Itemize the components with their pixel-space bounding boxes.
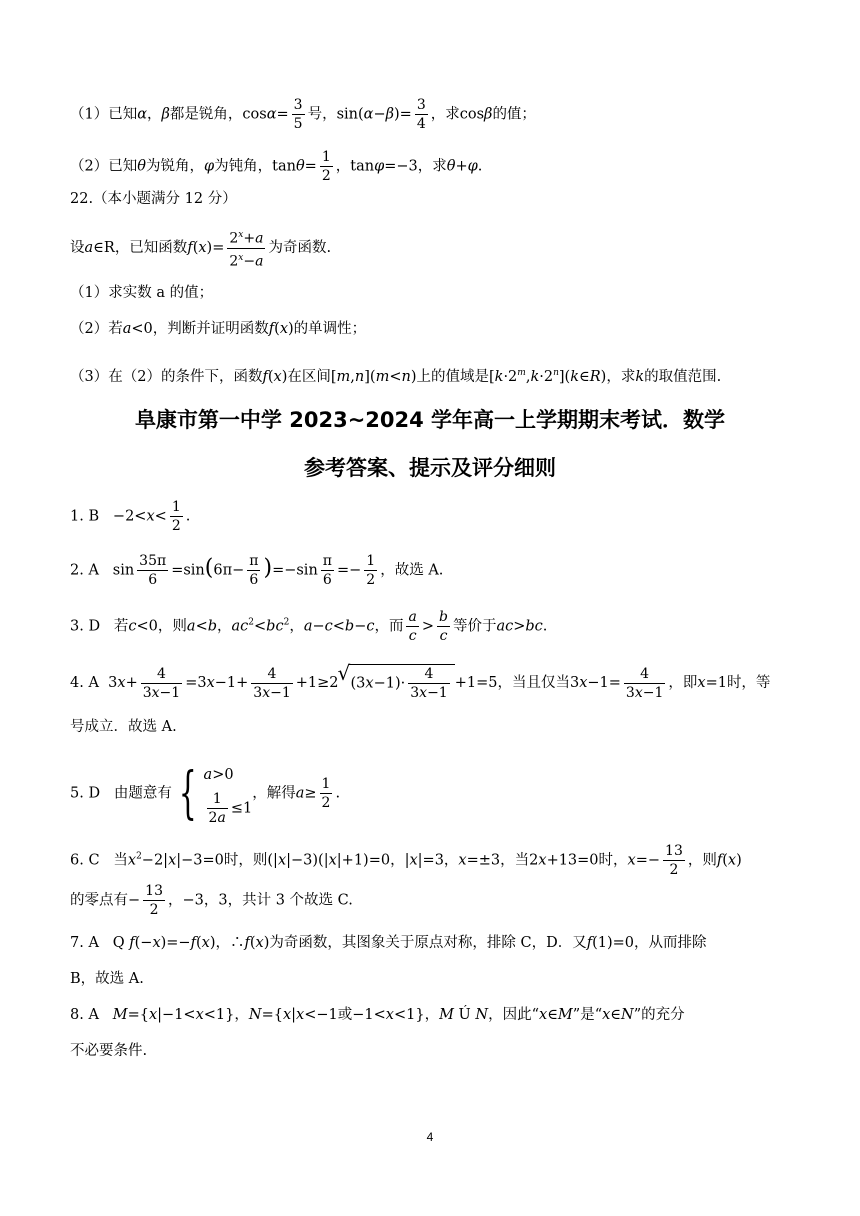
answer-7-cont: B，故选 A. [70, 971, 144, 987]
fraction: $\frac{b}{c}$ [439, 609, 448, 644]
q21-part1: （1）已知α，β都是锐角，cosα= $\frac{3}{5}$ 号，sin(α−β)= $\frac{3}{4}$ ，求cosβ的值； [70, 97, 536, 132]
answer-2: 2. A sin $\frac{35\pi}{6}$ =sin(6π− $\frac{\pi}{6}$ )=−sin $\frac{\pi}{6}$ =− $\frac{1}{2}$ ，故选 A. [70, 553, 444, 588]
fraction: $\frac{\pi}{6}$ [322, 553, 332, 588]
answer-7: 7. A Q f(−x)=−f(x)，∴f(x)为奇函数，其图象关于原点对称，排除 C，D．又f(1)=0，从而排除 [70, 935, 707, 951]
equation-system: a>0 $\frac{1}{2a}$ ≤1 [203, 767, 253, 826]
fraction: $\frac{1}{2}$ [321, 776, 331, 811]
fraction: $\frac{13}{2}$ [145, 883, 163, 918]
q22-part2: （2）若a<0，判断并证明函数f(x)的单调性； [70, 321, 367, 337]
answer-1: 1. B −2<x< $\frac{1}{2}$ . [70, 499, 191, 534]
fraction: $\frac{1}{2}$ [171, 499, 181, 534]
q22-part1: （1）求实数 a 的值； [70, 285, 214, 301]
q22-part3: （3）在（2）的条件下，函数f(x)在区间[m,n](m<n)上的值域是$[k\cdot 2^m,k\cdot 2^n](k\in R)$，求k的取值范围. [70, 368, 722, 385]
fraction: $\frac{\pi}{6}$ [249, 553, 259, 588]
fraction: $\frac{2^x+a}{2^x-a}$ [229, 230, 264, 270]
fraction: $\frac{3}{4}$ [416, 97, 426, 132]
answer-8-cont: 不必要条件. [70, 1043, 148, 1059]
answer-subtitle: 参考答案、提示及评分细则 [304, 456, 556, 480]
answer-8: 8. A M={x|−1<x<1}，N={x|x<−1或−1<x<1}，M Ú N，因此“x∈M”是“x∈N”的充分 [70, 1007, 685, 1023]
answer-6: 6. C 当$x^2-2|x|-3=0$时，则(|x|−3)(|x|+1)=0，|x|=3，x=±3，当2x+13=0时，x=− $\frac{13}{2}$ ，则f(x) [70, 843, 742, 878]
answer-4-cont: 号成立．故选 A. [70, 719, 177, 735]
fraction: $\frac{13}{2}$ [665, 843, 683, 878]
fraction: $\frac{4}{3x-1}$ [253, 665, 291, 701]
fraction: $\frac{4}{3x-1}$ [625, 665, 664, 701]
answer-title: 阜康市第一中学 2023~2024 学年高一上学期期末考试．数学 [134, 408, 726, 432]
fraction: $\frac{1}{2}$ [321, 149, 331, 184]
fraction: $\frac{4}{3x-1}$ [142, 665, 181, 701]
q21-part2: （2）已知θ为锐角，φ为钝角，tanθ= $\frac{1}{2}$ ，tanφ=−3，求θ+φ. [70, 149, 483, 184]
fraction: $\frac{35\pi}{6}$ [139, 553, 167, 588]
answer-3: 3. D 若c<0，则a<b，$ac^2<bc^2$，a−c<b−c，而 $\frac{a}{c}$ > $\frac{b}{c}$ 等价于ac>bc. [70, 609, 548, 644]
q22-header: 22.（本小题满分 12 分） [70, 191, 237, 207]
answer-4: 4. A 3x+ $\frac{4}{3x-1}$ =3x−1+ $\frac{4}{3x-1}$ +1≥2√ (3x−1)· $\frac{4}{3x-1}$ +1=5，当且仅当3x−1= $\frac{4}{3x-1}$ ，即x=1时，等 [70, 664, 794, 702]
fraction: $\frac{1}{2}$ [366, 553, 376, 588]
square-root: √ (3x−1)· $\frac{4}{3x-1}$ [349, 664, 455, 702]
page-number: 4 [426, 1130, 434, 1144]
fraction: $\frac{a}{c}$ [408, 609, 417, 644]
q22-stem: 设a∈R，已知函数f(x)= $\frac{2^x+a}{2^x-a}$ 为奇函数. [70, 226, 794, 270]
fraction: $\frac{3}{5}$ [293, 97, 303, 132]
answer-6-cont: 的零点有− $\frac{13}{2}$ ，−3，3，共计 3 个故选 C. [70, 883, 353, 918]
answer-5: 5. D 由题意有 { a>0 $\frac{1}{2a}$ ≤1 ，解得a≥ $\frac{1}{2}$ . [70, 760, 341, 826]
